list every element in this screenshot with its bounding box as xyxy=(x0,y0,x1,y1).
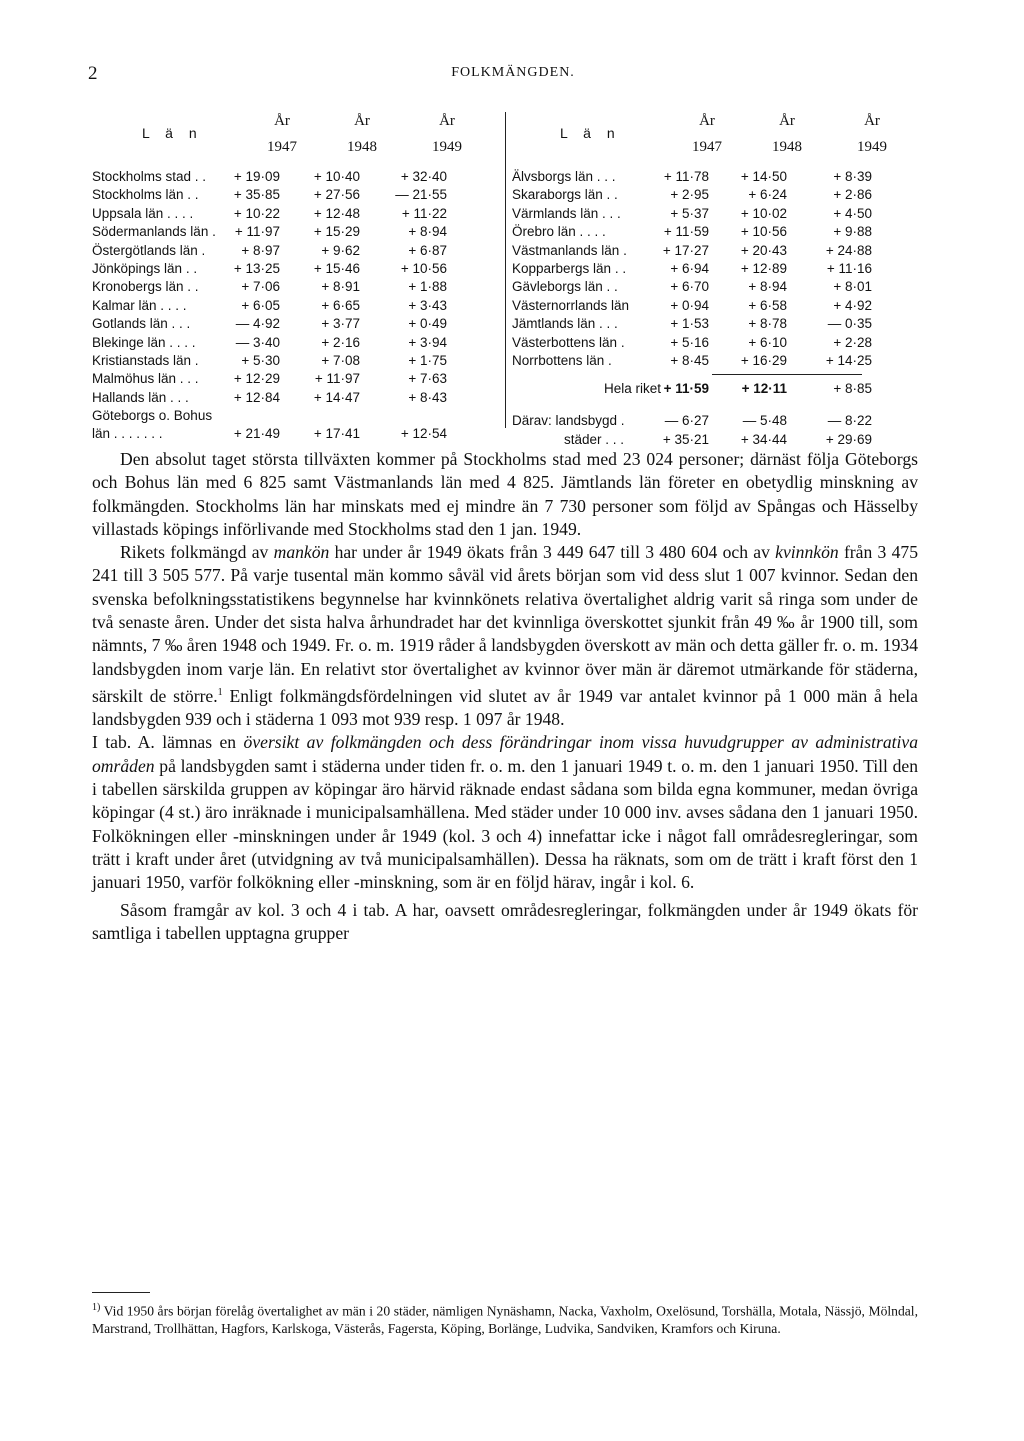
table-right xyxy=(512,104,942,449)
cell-1947: + 5·30 xyxy=(241,352,280,368)
table-row xyxy=(92,223,504,241)
italic-term: mankön xyxy=(273,542,330,563)
cell-1947: + 12·29 xyxy=(233,371,280,387)
table-row xyxy=(512,260,942,278)
year-label: År xyxy=(354,113,370,129)
cell-1949: + 3·94 xyxy=(408,334,447,350)
row-name: Stockholms stad . . xyxy=(92,169,207,184)
cell-1947: + 8·97 xyxy=(241,242,280,258)
year-value: 1949 xyxy=(857,139,887,155)
cell-1948: — 5·48 xyxy=(742,413,787,429)
cell-1947: + 35·85 xyxy=(233,187,280,203)
cell-1949: + 10·56 xyxy=(400,260,447,276)
cell-1949: + 7·63 xyxy=(408,371,447,387)
cell-1947: + 1·53 xyxy=(670,316,709,332)
table-left-rows xyxy=(92,168,504,444)
year-value: 1947 xyxy=(267,139,297,155)
cell-1949: + 14·25 xyxy=(825,352,872,368)
page-header xyxy=(88,63,938,87)
sum-rule xyxy=(712,374,862,375)
cell-1949: + 0·49 xyxy=(408,316,447,332)
cell-1948: + 9·62 xyxy=(321,242,360,258)
row-name: Kopparbergs län . . xyxy=(512,260,627,276)
cell-1948: + 6·24 xyxy=(748,187,787,203)
table-row xyxy=(92,260,504,278)
cell-1947: + 11·78 xyxy=(663,169,709,184)
year-header xyxy=(412,108,482,160)
hela-riket-1949: + 8·85 xyxy=(833,381,872,397)
year-header xyxy=(327,108,397,160)
table-row xyxy=(512,352,942,370)
cell-1948: + 27·56 xyxy=(313,187,360,203)
cell-1947: + 7·06 xyxy=(241,279,280,295)
table-row xyxy=(92,242,504,260)
text-run: har under år 1949 ökats från 3 449 647 till 3 480 604 och av xyxy=(329,542,776,563)
hela-riket-1947: + 11·59 xyxy=(663,381,709,397)
row-name: Örebro län . . . . xyxy=(512,224,606,240)
row-name: Gotlands län . . . xyxy=(92,316,191,332)
cell-1947: — 6·27 xyxy=(664,413,709,429)
cell-1949: + 2·86 xyxy=(833,187,872,203)
row-name: Jämtlands län . . . xyxy=(512,316,618,332)
row-name: Jönköpings län . . xyxy=(92,260,198,276)
hela-riket-1948: + 12·11 xyxy=(741,381,787,397)
cell-1947: + 11·59 xyxy=(663,224,709,240)
cell-1948: + 15·46 xyxy=(313,260,360,276)
table-row xyxy=(512,278,942,296)
cell-1949: + 8·39 xyxy=(833,169,872,184)
paragraph xyxy=(92,541,918,731)
table-left-header xyxy=(92,104,504,168)
row-name: Kristianstads län . xyxy=(92,352,199,368)
cell-1949: + 9·88 xyxy=(833,224,872,240)
row-name: Norrbottens län . xyxy=(512,352,612,368)
table-row xyxy=(92,168,504,186)
paragraph: Såsom framgår av kol. 3 och 4 i tab. A har, oavsett områdesregleringar, folkmängden under år 1949 ökats för samtliga i tabellen upptagna grupper xyxy=(92,899,918,943)
cell-1947: + 17·27 xyxy=(662,242,709,258)
cell-1949: + 11·16 xyxy=(826,260,872,276)
paragraph xyxy=(92,731,918,894)
cell-1947: + 10·22 xyxy=(233,205,280,221)
cell-1948: + 8·91 xyxy=(321,279,360,295)
cell-1947: + 21·49 xyxy=(233,426,280,442)
row-name: Uppsala län . . . . xyxy=(92,205,194,221)
table-right-rows xyxy=(512,168,942,370)
table-row xyxy=(92,407,504,425)
cell-1947: + 8·45 xyxy=(670,352,709,368)
year-header xyxy=(837,108,907,160)
table-row xyxy=(92,297,504,315)
table-row xyxy=(92,334,504,352)
cell-1948: + 12·89 xyxy=(740,260,787,276)
row-name: Malmöhus län . . . xyxy=(92,371,199,387)
row-name: Därav: landsbygd . xyxy=(512,413,625,429)
cell-1948: + 6·58 xyxy=(748,297,787,313)
hela-riket-row xyxy=(512,370,942,406)
row-name: Södermanlands län . xyxy=(92,224,216,240)
cell-1947: + 11·97 xyxy=(234,224,280,240)
cell-1949: + 2·28 xyxy=(833,334,872,350)
year-label: År xyxy=(274,113,290,129)
year-header xyxy=(672,108,742,160)
row-name: Blekinge län . . . . xyxy=(92,334,196,350)
cell-1948: + 6·10 xyxy=(748,334,787,350)
row-name: Kalmar län . . . . xyxy=(92,297,187,313)
year-value: 1948 xyxy=(772,139,802,155)
cell-1948: + 14·47 xyxy=(313,389,360,405)
footnote-marker: 1) xyxy=(92,1302,101,1313)
paragraph: Den absolut taget största tillväxten kommer på Stockholms stad med 23 024 personer; därnäst följa Göteborgs och Bohus län med 6 825 samt Västmanlands län med 4 825. Jämtlands län företer en obetydlig minskning av folkmängden. Stockholms län har minskats med ej mindre än 7 730 personer som följd av Spångas och Hässelby villastads köpings införlivande med Stockholms stad den 1 jan. 1949. xyxy=(92,449,918,539)
cell-1949: + 6·87 xyxy=(408,242,447,258)
cell-1947: + 35·21 xyxy=(662,431,709,447)
cell-1948: + 10·02 xyxy=(740,205,787,221)
row-name: Göteborgs o. Bohus xyxy=(92,408,213,424)
table-row xyxy=(92,186,504,204)
table-row xyxy=(92,389,504,407)
year-value: 1949 xyxy=(432,139,462,155)
table-left xyxy=(92,104,504,444)
row-name: Västernorrlands län xyxy=(512,297,630,313)
cell-1949: + 3·43 xyxy=(408,297,447,313)
cell-1949: + 11·22 xyxy=(401,205,447,221)
year-header xyxy=(752,108,822,160)
cell-1948: + 34·44 xyxy=(740,431,787,447)
cell-1949: + 32·40 xyxy=(400,169,447,184)
cell-1948: + 12·48 xyxy=(313,205,360,221)
cell-1949: — 8·22 xyxy=(827,413,872,429)
cell-1947: — 3·40 xyxy=(235,334,280,350)
cell-1947: + 13·25 xyxy=(233,260,280,276)
text-run: på landsbygden samt i städerna under tiden fr. o. m. den 1 januari 1949 t. o. m. den 1 januari 1950. Till den i tabellen särskilda gruppen av köpingar äro härvid räknade endast sådana som bilda egna kommuner, medan övriga köpingar (4 st.) äro inräknade i municipalsamhällena. Med städer under 10 000 inv. avses sådana den 1 januari 1950. Folkökningen eller -minskningen under år 1949 (kol. 3 och 4) innefattar icke i något fall områdesregleringar, som trätt i kraft under året (utvidgning av två municipalsamhällen). Dessa ha räknats, som om de trätt i kraft först den 1 januari 1950, varför folkökning eller -minskning, som är en följd härav, ingår i kol. 6. xyxy=(92,755,918,893)
cell-1949: + 24·88 xyxy=(825,242,872,258)
running-title: FOLKMÄNGDEN. xyxy=(451,65,575,80)
cell-1948: + 11·97 xyxy=(314,371,360,387)
cell-1949: + 8·94 xyxy=(408,224,447,240)
table-row xyxy=(512,223,942,241)
table-row xyxy=(512,334,942,352)
row-name: län . . . . . . . xyxy=(92,426,163,442)
cell-1949: — 21·55 xyxy=(395,187,447,203)
body-text xyxy=(92,448,918,945)
cell-1949: + 1·75 xyxy=(408,352,447,368)
cell-1949: + 8·43 xyxy=(408,389,447,405)
cell-1948: + 17·41 xyxy=(313,426,360,442)
row-name: Älvsborgs län . . . xyxy=(512,169,616,184)
cell-1947: + 0·94 xyxy=(670,297,709,313)
table-right-header xyxy=(512,104,942,168)
cell-1948: + 3·77 xyxy=(321,316,360,332)
row-name: Värmlands län . . . xyxy=(512,205,621,221)
year-header xyxy=(247,108,317,160)
year-label: År xyxy=(699,113,715,129)
cell-1948: + 16·29 xyxy=(740,352,787,368)
cell-1947: + 6·70 xyxy=(670,279,709,295)
cell-1948: + 8·78 xyxy=(748,316,787,332)
cell-1948: + 6·65 xyxy=(321,297,360,313)
cell-1948: + 7·08 xyxy=(321,352,360,368)
row-name: Gävleborgs län . . xyxy=(512,279,618,295)
cell-1948: + 20·43 xyxy=(740,242,787,258)
cell-1948: + 15·29 xyxy=(313,224,360,240)
cell-1949: + 4·50 xyxy=(833,205,872,221)
row-name: Östergötlands län . xyxy=(92,242,206,258)
row-name: Skaraborgs län . . xyxy=(512,187,618,203)
year-value: 1948 xyxy=(347,139,377,155)
table-row xyxy=(512,297,942,315)
table-row xyxy=(512,168,942,186)
table-row xyxy=(92,425,504,443)
table-row xyxy=(92,370,504,388)
year-label: År xyxy=(779,113,795,129)
row-name: Västerbottens län . xyxy=(512,334,625,350)
cell-1948: + 2·16 xyxy=(321,334,360,350)
text-run: Enligt folkmängdsfördelningen vid slutet av år 1949 var antalet kvinnor på 1 000 män å hela landsbygden 939 och i städerna 1 093 mot 939 resp. 1 097 år 1948. xyxy=(92,685,918,730)
cell-1947: + 12·84 xyxy=(233,389,280,405)
text-run: Rikets folkmängd av xyxy=(120,542,274,563)
table-row xyxy=(92,315,504,333)
page-number: 2 xyxy=(88,63,98,84)
cell-1949: + 29·69 xyxy=(825,431,872,447)
hela-riket-label: Hela riket xyxy=(604,381,662,397)
cell-1949: — 0·35 xyxy=(827,316,872,332)
table-row xyxy=(92,352,504,370)
cell-1949: + 1·88 xyxy=(408,279,447,295)
italic-term: kvinnkön xyxy=(775,542,839,563)
table-row xyxy=(92,278,504,296)
row-name: Västmanlands län . xyxy=(512,242,627,258)
year-label: År xyxy=(864,113,880,129)
table-row xyxy=(92,205,504,223)
footnote xyxy=(92,1299,918,1338)
table-row xyxy=(512,431,942,449)
cell-1948: + 8·94 xyxy=(748,279,787,295)
year-label: År xyxy=(439,113,455,129)
footnote-text: Vid 1950 års början förelåg övertalighet av män i 20 städer, nämligen Nynäshamn, Nacka, Vaxholm, Oxelösund, Torshälla, Motala, Nässjö, Mölndal, Marstrand, Trollhättan, Hagfors, Karlskoga, Västerås, Fagersta, Köping, Borlänge, Ludvika, Sandviken, Kramfors och Kiruna. xyxy=(92,1303,918,1337)
table-row xyxy=(512,242,942,260)
italic-phrase: översikt av folkmängden och dess förändringar inom vissa huvudgrupper av administrativa områden xyxy=(92,732,918,776)
footnote-ref: 1 xyxy=(217,686,223,698)
cell-1947: + 2·95 xyxy=(670,187,709,203)
cell-1947: — 4·92 xyxy=(235,316,280,332)
cell-1949: + 8·01 xyxy=(833,279,872,295)
text-run: I tab. A. lämnas en xyxy=(92,732,244,753)
row-name: Kronobergs län . . xyxy=(92,279,199,295)
cell-1948: + 10·56 xyxy=(740,224,787,240)
cell-1949: + 12·54 xyxy=(400,426,447,442)
col-header-lan: L ä n xyxy=(560,125,621,141)
row-name: städer . . . xyxy=(564,431,625,447)
cell-1947: + 6·05 xyxy=(241,297,280,313)
cell-1947: + 5·37 xyxy=(670,205,709,221)
cell-1947: + 19·09 xyxy=(233,169,280,184)
table-row xyxy=(512,315,942,333)
cell-1949: + 4·92 xyxy=(833,297,872,313)
cell-1947: + 6·94 xyxy=(670,260,709,276)
cell-1948: + 14·50 xyxy=(740,169,787,184)
table-divider xyxy=(505,112,506,428)
cell-1947: + 5·16 xyxy=(670,334,709,350)
table-row xyxy=(512,205,942,223)
cell-1948: + 10·40 xyxy=(313,169,360,184)
row-name: Hallands län . . . xyxy=(92,389,189,405)
table-row xyxy=(512,186,942,204)
table-row xyxy=(512,412,942,430)
footnote-rule xyxy=(92,1292,150,1293)
row-name: Stockholms län . . xyxy=(92,187,199,203)
col-header-lan: L ä n xyxy=(142,125,203,141)
year-value: 1947 xyxy=(692,139,722,155)
text-run: från 3 475 241 till 3 505 577. På varje tusental män kommo såväl vid årets början som vid dess slut 1 007 kvinnor. Sedan den svenska befolkningsstatistikens begynnelse har kvinnkönets relativa övertalighet aldrig varit så ringa som under de två senaste åren. Under det sista halva århundradet har det kvinnliga överskottet sjunkit från 49 ‰ år 1900 till, som nämnts, 7 ‰ åren 1948 och 1949. Fr. o. m. 1919 råder å landsbygden överskott av män och detta gäller fr. o. m. 1934 landsbygden inom varje län. En relativt stor övertalighet av kvinnor över män är däremot utmärkande för städerna, särskilt de större. xyxy=(92,542,918,706)
